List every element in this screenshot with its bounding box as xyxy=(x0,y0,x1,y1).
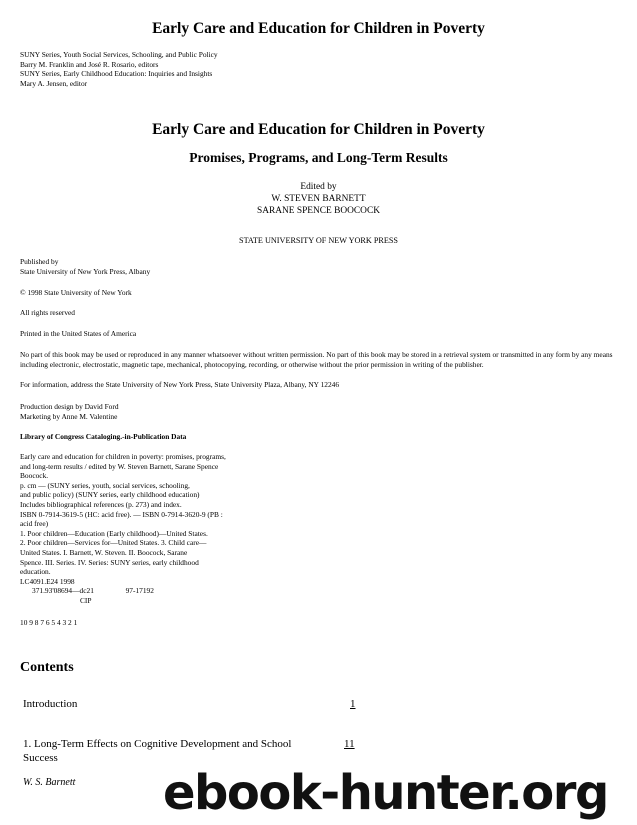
toc-entry-chapter-1[interactable]: 1. Long-Term Effects on Cognitive Development and School Success xyxy=(23,738,292,764)
cip-line: education. xyxy=(20,567,51,577)
class-number: 371.93'08694—dc21 xyxy=(32,586,94,596)
toc-author-chapter-1: W. S. Barnett xyxy=(23,777,76,788)
cip-line: LC4091.E24 1998 xyxy=(20,576,75,586)
cip-line: Includes bibliographical references (p. 273) and index. xyxy=(20,499,182,509)
card-number: 97-17192 xyxy=(125,586,154,596)
cip-line: United States. I. Barnett, W. Steven. II. Boocock, Sarane xyxy=(20,547,188,557)
cip-line: p. cm — (SUNY series, youth, social services, schooling, xyxy=(20,480,190,490)
marketing-credit: Marketing by Anne M. Valentine xyxy=(20,411,118,421)
printed-line: Printed in the United States of America xyxy=(20,329,137,338)
book-title: Early Care and Education for Children in Poverty xyxy=(152,121,485,138)
cip-heading: Library of Congress Cataloging.-in-Publication Data xyxy=(20,432,187,441)
cip-line: acid free) xyxy=(20,519,49,529)
cip-line: Early care and education for children in poverty: promises, programs, xyxy=(20,452,226,461)
cip-line: Spence. III. Series. IV. Series: SUNY series, early childhood xyxy=(20,557,199,567)
toc-entry-introduction[interactable]: Introduction xyxy=(23,698,78,710)
info-line: For information, address the State University of New York Press, State University Plaza, Albany, NY 12246 xyxy=(20,380,340,389)
cip-line: 2. Poor children—Services for—United States. 3. Child care— xyxy=(20,538,207,548)
rights-line: All rights reserved xyxy=(20,308,76,317)
edited-by: Edited by xyxy=(300,182,337,192)
cip-class-row xyxy=(20,586,260,596)
cip-line: and long-term results / edited by W. Steven Barnett, Sarane Spence xyxy=(20,461,219,471)
series-line-1: SUNY Series, Youth Social Services, Schooling, and Public Policy xyxy=(20,50,218,59)
series-line-2: Barry M. Franklin and José R. Rosario, editors xyxy=(20,59,159,69)
published-by-label: Published by xyxy=(20,257,59,266)
header-title: Early Care and Education for Children in Poverty xyxy=(152,20,485,37)
published-by xyxy=(20,257,150,276)
toc-page-link-chapter-1[interactable]: 11 xyxy=(344,738,355,750)
production-credits xyxy=(20,402,119,421)
cip-label: CIP xyxy=(80,595,92,605)
cip-line: ISBN 0-7914-3619-5 (HC: acid free). — ISBN 0-7914-3620-9 (PB : xyxy=(20,509,223,519)
series-line-4: Mary A. Jensen, editor xyxy=(20,78,88,88)
cip-block xyxy=(20,452,260,606)
cip-line: 1. Poor children—Education (Early childhood)—United States. xyxy=(20,528,208,538)
production-design: Production design by David Ford xyxy=(20,402,119,411)
editor-1: W. STEVEN BARNETT xyxy=(271,194,366,204)
printing-line: 10 9 8 7 6 5 4 3 2 1 xyxy=(20,618,78,627)
rights-notice: No part of this book may be used or reproduced in any manner whatsoever without written permission. No part of this book may be stored in a retrieval system or transmitted in any form by any means including electronic, electrostatic, magnetic tape, mechanical, photocopying, recording, or otherwise without the prior permission in writing of the publisher. xyxy=(20,350,613,369)
book-subtitle: Promises, Programs, and Long-Term Results xyxy=(189,150,448,165)
series-line-3: SUNY Series, Early Childhood Education: Inquiries and Insights xyxy=(20,69,213,78)
contents-title: Contents xyxy=(20,660,74,675)
published-by-press: State University of New York Press, Albany xyxy=(20,266,151,276)
copyright-line: © 1998 State University of New York xyxy=(20,288,132,297)
cip-line: Boocock. xyxy=(20,471,49,481)
toc-page-link-introduction[interactable]: 1 xyxy=(350,698,356,710)
watermark-text: ebook-hunter.org xyxy=(163,765,608,821)
editor-2: SARANE SPENCE BOOCOCK xyxy=(257,206,380,216)
publisher-name: STATE UNIVERSITY OF NEW YORK PRESS xyxy=(239,236,398,245)
cip-line: and public policy) (SUNY series, early childhood education) xyxy=(20,490,200,500)
